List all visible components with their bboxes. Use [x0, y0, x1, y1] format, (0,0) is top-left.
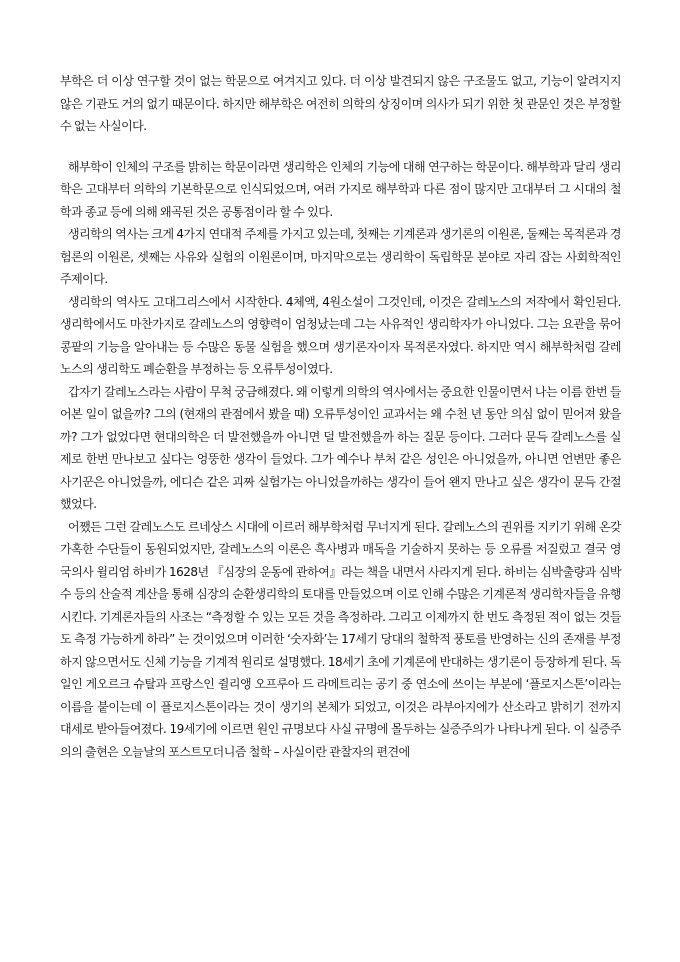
- paragraph-1: 부학은 더 이상 연구할 것이 없는 학문으로 여겨지고 있다. 더 이상 발견되지 않은 구조물도 없고, 기능이 알려지지 않은 기관도 거의 없기 때문이다. 하지만 해부학은 여전히 의학의 상징이며 의사가 되기 위한 첫 관문인 것은 부정할 수 없는 사실이다.: [60, 74, 621, 133]
- paragraph-3: 생리학의 역사는 크게 4가지 연대적 주제를 가지고 있는데, 첫째는 기계론과 생기론의 이원론, 둘째는 목적론과 경험론의 이원론, 셋째는 사유와 실험의 이원론이며, 마지막으로는 생리학이 독립학문 분야로 자리 잡는 사회학적인 주제이다.: [60, 227, 621, 286]
- paragraph-5: 갑자기 갈레노스라는 사람이 무척 궁금해졌다. 왜 이렇게 의학의 역사에서는 중요한 인물이면서 나는 이름 한번 들어본 일이 없을까? 그의 (현재의 관점에서 봤을 때) 오류투성이인 교과서는 왜 수천 년 동안 의심 없이 믿어져 왔을까? 그가 없었다면 현대의학은 더 발전했을까 아니면 덜 발전했을까 하는 질문 등이다. 그러다 문득 갈레노스를 실제로 한번 만나보고 싶다는 엉뚱한 생각이 들었다. 그가 예수나 부처 같은 성인은 아니었을까, 아니면 언변만 좋은 사기꾼은 아니었을까, 에디슨 같은 괴짜 실험가는 아니었을까하는 생각이 들어 왠지 만나고 싶은 생각이 문득 간절했었다.: [60, 384, 621, 511]
- document-body: [60, 70, 621, 763]
- paragraph-4: 생리학의 역사도 고대그리스에서 시작한다. 4체액, 4원소설이 그것인데, 이것은 갈레노스의 저작에서 확인된다. 생리학에서도 마찬가지로 갈레노스의 영향력이 엄청났는데 그는 사유적인 생리학자가 아니었다. 그는 요관을 묶어 콩팥의 기능을 알아내는 등 수많은 동물 실험을 했으며 생기론자이자 목적론자였다. 하지만 역시 해부학처럼 갈레노스의 생리학도 폐순환을 부정하는 등 오류투성이였다.: [60, 294, 621, 376]
- paragraph-gap: [60, 138, 621, 156]
- paragraph-2: 해부학이 인체의 구조를 밝히는 학문이라면 생리학은 인체의 기능에 대해 연구하는 학문이다. 해부학과 달리 생리학은 고대부터 의학의 기본학문으로 인식되었으며, 여러 가지로 해부학과 다른 점이 많지만 고대부터 그 시대의 철학과 종교 등에 의해 왜곡된 것은 공통점이라 할 수 있다.: [60, 159, 621, 219]
- paragraph-6: 어쨌든 그런 갈레노스도 르네상스 시대에 이르러 해부학처럼 무너지게 된다. 갈레노스의 권위를 지키기 위해 온갖 가혹한 수단들이 동원되었지만, 갈레노스의 이론은 흑사병과 매독을 기술하지 못하는 등 오류를 저질렀고 결국 영국의사 윌리엄 하비가 1628년 『심장의 운동에 관하여』라는 책을 내면서 사라지게 된다. 하비는 심박출량과 심박수 등의 산술적 계산을 통해 심장의 순환생리학의 토대를 만들었으며 이로 인해 수많은 기계론적 생리학자들을 유행시킨다. 기계론자들의 사조는 “측정할 수 있는 모든 것을 측정하라. 그리고 이제까지 한 번도 측정된 적이 없는 것들도 측정 가능하게 하라” 는 것이었으며 이러한 ‘숫자화’는 17세기 당대의 철학적 풍토를 반영하는 신의 존재를 부정하지 않으면서도 신체 기능을 기계적 원리로 설명했다. 18세기 초에 기계론에 반대하는 생기론이 등장하게 된다. 독일인 게오르크 슈탈과 프랑스인 쥘리앵 오프루아 드 라메트리는 공기 중 연소에 쓰이는 부분에 ‘플로지스톤’이라는 이름을 붙이는데 이 플로지스톤이라는 것이 생기의 본체가 되었고, 이것은 라부아지에가 산소라고 밝히기 전까지 대세로 받아들여졌다. 19세기에 이르면 원인 규명보다 사실 규명에 몰두하는 실증주의가 나타나게 된다. 이 실증주의의 출현은 오늘날의 포스트모더니즘 철학 – 사실이란 관찰자의 편견에: [60, 519, 621, 759]
